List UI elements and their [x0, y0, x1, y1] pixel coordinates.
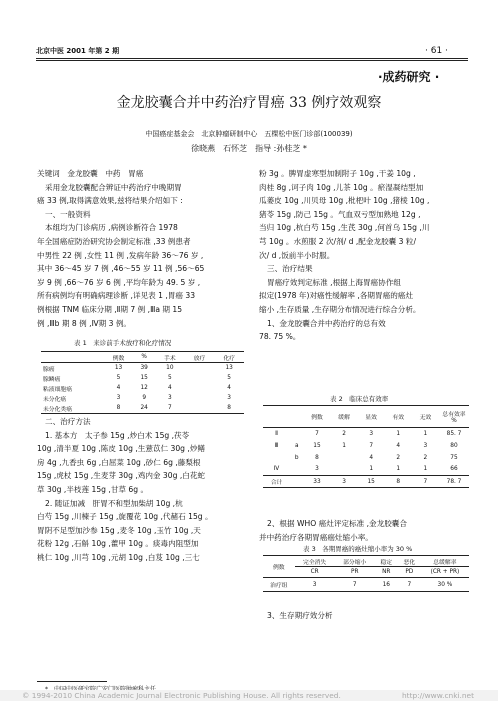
section-heading: 一、一般资料 [45, 209, 91, 219]
table-cell: 8 [315, 454, 319, 461]
table3-header-cell: 总缓解率 [433, 559, 457, 566]
table-cell: Ⅱ [275, 430, 278, 437]
table-cell: 未分化类癌 [43, 406, 72, 413]
body-line: 其中 36～45 岁 7 例 ,46～55 岁 11 例 ,56～65 [37, 264, 205, 274]
table-cell: 5 [227, 375, 231, 381]
body-line: 中男性 22 例 ,女性 11 例 ,发病年龄 36～76 岁 , [37, 250, 204, 260]
table-cell: 3 [342, 478, 346, 485]
table-cell: 66 [450, 466, 458, 473]
table3-header-cell: PD [405, 569, 414, 575]
table-cell: 1 [369, 466, 374, 473]
table1-caption: 表 1 来诊前手术放疗和化疗情况 [74, 339, 172, 347]
table2-header-cell: 无效 [419, 415, 432, 421]
page-number: · 61 · [425, 46, 448, 56]
body-line: 肉桂 8g ,诃子肉 10g ,儿茶 10g 。瘀湿凝结型加 [259, 182, 424, 192]
table1-header-cell [41, 352, 104, 363]
table-cell [185, 383, 215, 393]
table-cell: 15 [313, 442, 321, 449]
table-cell: Ⅳ [273, 466, 280, 473]
table2 [263, 405, 469, 488]
table2-header-row [263, 406, 469, 428]
table-cell: 2 [342, 430, 346, 437]
body-line: 本组均为门诊病历 ,病例诊断符合 1978 [45, 223, 178, 233]
table-cell: 7 [369, 442, 374, 449]
body-line: 例 ,Ⅲb 期 8 例 ,Ⅳ期 3 例。 [37, 318, 132, 328]
table-cell: 30 % [437, 581, 453, 588]
table-cell: 3 [167, 395, 172, 401]
table-cell: 15 [140, 375, 148, 381]
table3-caption: 表 3 各期胃癌的癌灶缩小率为 30 % [303, 545, 413, 553]
table-cell: 3 [369, 430, 374, 437]
table-cell: 腺鳞癌 [43, 376, 61, 383]
table-cell: 2 [423, 454, 428, 461]
table3-header-cell: CR [310, 569, 319, 575]
right-column-top [259, 167, 469, 344]
table-cell [331, 452, 358, 464]
right-column-bottom [259, 609, 469, 623]
table-cell: 8 [227, 405, 231, 411]
table-row [263, 464, 469, 476]
table3-header-cell: (CR + PR) [430, 569, 460, 575]
body-line: 10g ,清半夏 10g ,陈皮 10g ,生薏苡仁 30g ,炒鳝 [37, 444, 206, 454]
table-cell: 5 [116, 375, 121, 381]
body-line: 1、金龙胶囊合并中药治疗的总有效 [267, 318, 386, 328]
table-cell: 2 [396, 454, 401, 461]
table-cell: Ⅲ [274, 442, 279, 449]
table2-header-cell: 缓解 [338, 415, 350, 421]
table-cell: 15 [367, 478, 375, 485]
table-cell: 7 [167, 405, 172, 411]
body-line: 次/ d ,饭前半小时服。 [259, 250, 335, 260]
keywords: 关键词 金龙胶囊 中药 胃癌 [37, 169, 144, 178]
site-link[interactable]: http://www.cnki.net [402, 691, 475, 700]
body-line: 78. 75 %。 [259, 332, 301, 342]
body-line: 岁 9 例 ,66～76 岁 6 例 ,平均年龄为 49. 5 岁 , [37, 277, 201, 287]
table-row [263, 452, 469, 464]
table-cell [290, 476, 303, 488]
table-cell: 1 [342, 442, 346, 449]
table-row [41, 393, 244, 403]
table3-header-cell: 稳定 [380, 559, 393, 566]
table-cell: 4 [227, 385, 231, 391]
section-heading: 三、治疗结果 [267, 264, 313, 274]
table-cell: 4 [116, 385, 121, 391]
table-row [41, 383, 244, 393]
section-heading: 二、治疗方法 [45, 417, 91, 426]
table-cell: 75 [450, 454, 458, 461]
table-cell: 1 [423, 430, 428, 437]
body-line: 年全国癌症防治研究协会制定标准 ,33 例患者 [37, 236, 191, 246]
table-cell [185, 393, 215, 403]
table-cell: 未分化癌 [43, 396, 67, 403]
table-row [263, 440, 469, 452]
table-cell: b [294, 454, 299, 461]
body-line: 2. 随证加减 肝胃不和型加柴胡 10g ,杭 [45, 498, 183, 508]
table-cell [331, 464, 358, 476]
table-total-row [263, 476, 469, 488]
body-line: 15g ,虎杖 15g ,生麦芽 30g ,鸡内金 30g ,白花蛇 [37, 471, 206, 481]
left-column-top [37, 167, 247, 330]
table-cell: 85. 7 [446, 430, 462, 437]
table-cell [185, 403, 215, 414]
header-rule-thin [36, 60, 468, 61]
body-line: 所有病例均有明确病理诊断 ,详见表 1 ,胃癌 33 [37, 291, 196, 301]
body-line: 房 4g ,九香虫 6g ,白屈菜 10g ,砂仁 6g ,藤梨根 [37, 457, 201, 467]
table-cell: a [294, 442, 299, 449]
body-line: 草 30g ,半枝莲 15g ,甘草 6g 。 [37, 484, 149, 494]
table-cell: 12 [140, 385, 148, 391]
body-line: 癌 33 例,取得满意效果,兹将结果介绍如下 : [37, 196, 183, 206]
table-cell: 78. 7 [446, 478, 462, 485]
body-line: 胃阴不足型加沙参 15g ,麦冬 10g ,玉竹 10g ,天 [37, 525, 201, 535]
header-rule [36, 58, 468, 59]
table2-header-cell [263, 406, 290, 428]
table-cell: 24 [140, 405, 148, 411]
body-line: 花粉 12g ,石斛 10g ,藿甲 10g 。痰毒内阻型加 [37, 539, 199, 549]
table3 [263, 555, 469, 592]
table-cell: 80 [450, 442, 458, 449]
table-cell: 3 [227, 395, 231, 401]
table-cell: 7 [423, 478, 428, 485]
table-cell: 8 [396, 478, 401, 485]
table1-header-cell: 例数 [112, 355, 125, 362]
body-line: 并中药治疗各期胃癌癌灶缩小率。 [259, 532, 373, 542]
table3-subheader-row [263, 567, 469, 578]
table1 [41, 351, 244, 414]
table3-header-cell: PR [350, 569, 359, 575]
table-cell: 7 [352, 581, 357, 588]
article-title: 金龙胶囊合并中药治疗胃癌 33 例疗效观察 [116, 95, 382, 111]
table-cell: 1 [396, 430, 401, 437]
section-tag: ·成药研究 · [378, 70, 440, 84]
table-cell: 13 [114, 365, 123, 371]
table3-header-cell: 恶化 [403, 559, 416, 566]
table-cell: 5 [167, 375, 172, 381]
table-cell: 13 [225, 365, 233, 371]
table3-header-row [263, 556, 469, 567]
table-cell: 4 [167, 385, 172, 391]
body-line: 1. 基本方 太子参 15g ,炒白术 15g ,茯苓 [45, 430, 190, 440]
affiliation: 中国癌症基金会 北京肿瘤研制中心 五棵松中医门诊部(100039) [145, 130, 353, 138]
table2-header-cell: 总有效率 % [442, 412, 466, 424]
journal-header: 北京中医 2001 年第 2 期 [36, 47, 120, 55]
left-column-bottom [37, 415, 247, 565]
table-cell: 9 [142, 395, 147, 401]
table1-header-cell: 放疗 [193, 355, 206, 362]
body-line: 瓜蒌皮 10g ,川贝母 10g ,枇杷叶 10g ,猪棱 10g , [259, 196, 430, 206]
body-line: 缩小 ,生存质量 ,生存期分布情况进行综合分析。 [259, 304, 421, 314]
table3-header-cell: 完全消失 [303, 559, 327, 566]
body-line: 当归 10g ,杭白芍 15g ,生芪 30g ,何首乌 15g ,川 [259, 223, 430, 233]
body-line: 拟定(1978 年)对癌性缓解率 ,各期胃癌的癌灶 [259, 291, 413, 301]
copyright-notice: © 1994-2010 China Academic Journal Electronic Publishing House. All rights reserved. [22, 691, 341, 700]
table3-header-cell: 部分缩小 [343, 559, 367, 566]
table2-header-cell: 显效 [365, 415, 377, 421]
table2-header-cell: 例数 [311, 415, 323, 421]
table-cell [185, 373, 215, 383]
body-line: 桃仁 10g ,川芎 10g ,元胡 10g ,白芨 10g ,三七 [37, 552, 200, 562]
table-cell: 10 [166, 365, 174, 371]
table3-header-cell: NR [382, 569, 391, 575]
table-cell [185, 363, 215, 374]
table-cell: 3 [312, 581, 317, 588]
table-row [41, 403, 244, 414]
body-line: 猪苓 15g ,防己 15g 。气血双亏型加熟地 12g , [259, 209, 421, 219]
table-cell: 7 [407, 581, 412, 588]
table-cell: 3 [423, 442, 428, 449]
footnote-rule [37, 681, 107, 682]
table1-header-cell: 化疗 [223, 355, 235, 362]
table-cell: 1 [396, 466, 401, 473]
table-cell: 7 [315, 430, 319, 437]
right-column-mid [259, 517, 469, 544]
table-cell: 16 [382, 581, 390, 588]
table-cell: 治疗组 [270, 583, 288, 589]
table1-header-cell: 手术 [164, 355, 176, 362]
table2-header-cell: 有效 [392, 415, 405, 421]
table2-caption: 表 2 临床总有效率 [330, 395, 389, 403]
table-cell: 33 [313, 478, 321, 485]
table-row [41, 373, 244, 383]
table-cell: 8 [116, 405, 121, 411]
authors: 徐晓燕 石怀芝 指导 :孙桂芝 * [191, 144, 307, 153]
table1-header-cell: % [141, 354, 147, 360]
table-cell [290, 428, 303, 440]
table1-header-row [41, 352, 244, 363]
table-cell [263, 452, 290, 464]
body-line: 例根据 TNM 临床分期 ,Ⅱ期 7 例 ,Ⅲa 期 15 [37, 304, 183, 314]
table-cell: 合计 [270, 480, 283, 486]
table-cell: 1 [423, 466, 428, 473]
table-cell: 3 [116, 395, 121, 401]
table-cell: 39 [140, 365, 148, 371]
table-row [41, 363, 244, 374]
table-cell: 3 [315, 466, 319, 473]
table-cell: 腺癌 [43, 366, 55, 373]
table-cell: 粘液细胞癌 [43, 386, 72, 393]
body-line: 2、根据 WHO 癌灶评定标准 ,金龙胶囊合 [267, 519, 407, 528]
body-line: 白芍 15g ,川楝子 15g ,旋覆花 10g ,代赭石 15g 。 [37, 512, 213, 522]
body-line: 胃癌疗效判定标准 ,根据上海胃癌协作组 [267, 277, 401, 287]
table-cell [290, 464, 303, 476]
table3-header-cell: 例数 [272, 565, 285, 571]
body-line: 芎 10g 。水煎服 2 次/剂/ d ,配金龙胶囊 3 粒/ [259, 236, 417, 246]
table2-header-cell [290, 406, 303, 428]
table-row [263, 428, 469, 440]
table-cell: 4 [396, 442, 401, 449]
body-line: 采用金龙胶囊配合辨证中药治疗中晚期胃 [45, 182, 182, 192]
section-heading: 3、生存期疗效分析 [267, 611, 333, 620]
table-cell: 4 [369, 454, 374, 461]
table-row [263, 578, 469, 592]
body-line: 粉 3g 。脾胃虚寒型加制附子 10g ,干姜 10g , [259, 169, 416, 178]
